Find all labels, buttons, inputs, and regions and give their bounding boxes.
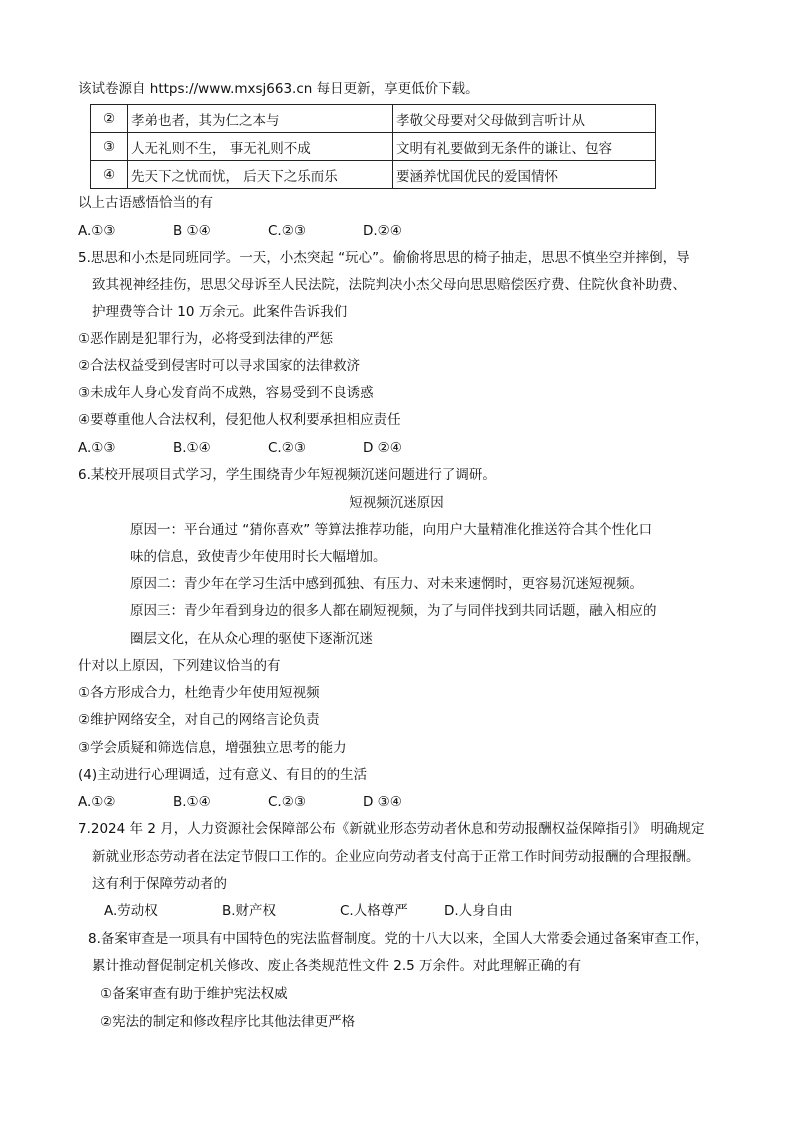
q5-item: ②合法权益受到侵害时可以寻求国家的法律救济	[78, 358, 361, 374]
option-b: B ①④	[173, 223, 211, 239]
table-row	[91, 105, 656, 133]
meaning-cell: 文明有礼要做到无条件的谦让、包容	[393, 133, 656, 161]
option-d: D ②④	[363, 440, 402, 456]
q5-item: ③未成年人身心发育尚不成熟，容易受到不良诱惑	[78, 385, 374, 401]
reason-line: 原因三：青少年看到身边的很多人都在刷短视频，为了与同伴找到共同话题，融入相应的	[130, 603, 657, 619]
q6-item: ②维护网络安全，对自己的网络言论负责	[78, 712, 320, 728]
reason-line: 味的信息，致使青少年使用时长大幅增加。	[130, 549, 387, 565]
q7-stem-line: 7.2024 年 2 月，人力资源社会保障部公布《新就业形态劳动者休息和劳动报酬权益保障指引》 明确规定	[78, 821, 705, 837]
row-number: ③	[91, 133, 128, 161]
q6-prompt: 什对以上原因，下列建议恰当的有	[78, 658, 281, 674]
reason-box-title: 短视频沉迷原因	[349, 495, 444, 511]
reason-line: 圈层文化，在从众心理的驱使下逐渐沉迷	[130, 631, 373, 647]
row-number: ④	[91, 161, 128, 189]
option-c: C.②③	[268, 794, 306, 810]
option-c: C.②③	[268, 440, 306, 456]
quote-cell: 先天下之忧而忧， 后天下之乐而乐	[128, 161, 393, 189]
q4-options	[78, 222, 402, 240]
row-number: ②	[91, 105, 128, 133]
q8-stem-line: 8.备案审查是一项具有中国特色的宪法监督制度。党的十八大以来，全国人大常委会通过备案审查工作，	[88, 931, 709, 947]
meaning-cell: 孝敬父母要对父母做到言听计从	[393, 105, 656, 133]
option-b: B.①④	[173, 794, 211, 810]
q5-stem-line: 致其视神经挂伤，思思父母诉至人民法院，法院判决小杰父母向思思赔偿医疗费、住院伙食补助费、	[92, 277, 686, 293]
q6-item: (4)主动进行心理调适，过有意义、有目的的生活	[78, 767, 368, 783]
q5-stem-line: 5.思思和小杰是同班同学。一天，小杰突起 “玩心”。偷偷将思思的椅子抽走，思思不慎坐空并摔倒，导	[78, 250, 690, 266]
option-c: C.②③	[268, 223, 306, 239]
q7-stem-line: 这有利于保障劳动者的	[92, 876, 227, 892]
q5-item: ①恶作剧是犯罪行为，必将受到法律的严惩	[78, 331, 334, 347]
q6-options	[78, 793, 402, 811]
meaning-cell: 要涵养忧国优民的爱国情怀	[393, 161, 656, 189]
q5-item: ④要尊重他人合法权利，侵犯他人权利要承担相应责任	[78, 412, 401, 428]
table-row	[91, 161, 656, 189]
option-d: D.②④	[363, 223, 402, 239]
option-a: A.①③	[78, 223, 116, 239]
quote-cell: 孝弟也者，其为仁之本与	[128, 105, 393, 133]
q4-prompt: 以上古语感悟恰当的有	[78, 195, 213, 211]
q7-stem-line: 新就业形态劳动者在法定节假口工作的。企业应向劳动者支付高于正常工作时间劳动报酬的合理报酬。	[92, 849, 700, 865]
q8-stem-line: 累计推动督促制定机关修改、废止各类规范性文件 2.5 万余件。对此理解正确的有	[92, 958, 582, 974]
q5-stem-line: 护理费等合计 10 万余元。此案件告诉我们	[92, 304, 348, 320]
source-header: 该试卷源自 https://www.mxsj663.cn 每日更新，享更低价下载。	[78, 81, 479, 97]
quote-cell: 人无礼则不生， 事无礼则不成	[128, 133, 393, 161]
q7-options	[104, 902, 513, 920]
reason-line: 原因一：平台通过 “猜你喜欢” 等算法推荐功能，向用户大量精准化推送符合其个性化口	[130, 522, 653, 538]
reason-line: 原因二：青少年在学习生活中感到孤独、有压力、对未来速惘时，更容易沉迷短视频。	[130, 576, 643, 592]
q6-stem: 6.某校开展项目式学习，学生围绕青少年短视频沉迷问题进行了调研。	[78, 467, 496, 483]
table-row	[91, 133, 656, 161]
option-d: D ③④	[363, 794, 402, 810]
q6-item: ③学会质疑和筛选信息，增强独立思考的能力	[78, 740, 347, 756]
option-d: D.人身自由	[444, 903, 513, 919]
q6-item: ①各方形成合力，杜绝青少年使用短视频	[78, 685, 320, 701]
option-c: C.人格尊严	[340, 903, 408, 919]
quote-table	[90, 104, 656, 189]
q8-item: ②宪法的制定和修改程序比其他法律更严格	[100, 1014, 356, 1030]
option-b: B.财产权	[222, 903, 277, 919]
option-a: A.①③	[78, 440, 116, 456]
option-a: A.①②	[78, 794, 116, 810]
option-a: A.劳动权	[104, 903, 158, 919]
q5-options	[78, 439, 402, 457]
option-b: B.①④	[173, 440, 211, 456]
q8-item: ①备案审查有助于维护宪法权威	[100, 986, 288, 1002]
